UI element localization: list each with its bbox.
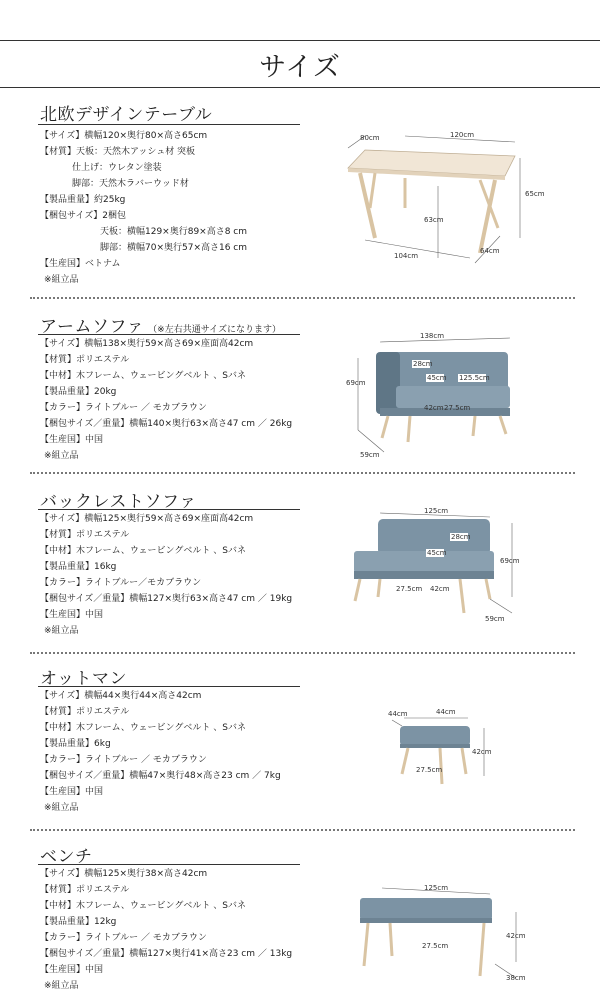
spec-list	[40, 866, 292, 994]
bench-leg	[480, 923, 484, 976]
page-header	[0, 40, 600, 88]
spec-filling: 【中材】木フレーム、ウェービングベルト 、Sバネ	[40, 371, 246, 381]
spec-assembly-note: ※組立品	[44, 626, 79, 636]
dim-label: 63cm	[424, 216, 444, 224]
ottoman-leg	[462, 748, 466, 774]
sofa-leg	[473, 416, 475, 436]
dim-label: 45cm	[427, 374, 447, 382]
dim-label: 80cm	[360, 134, 380, 142]
spec-assembly-note: ※組立品	[44, 451, 79, 461]
spec-color: 【カラー】ライトブルー ／ モカブラウン	[40, 755, 207, 765]
spec-weight: 【製品重量】約25kg	[40, 195, 126, 205]
dim-label: 44cm	[436, 708, 456, 716]
spec-weight: 【製品重量】6kg	[40, 739, 111, 749]
section-title: アームソファ （※左右共通サイズになります）	[40, 317, 281, 337]
dim-label: 138cm	[420, 332, 445, 340]
spec-assembly-note: ※組立品	[44, 981, 79, 991]
spec-assembly-note: ※組立品	[44, 275, 79, 285]
arm-sofa-figure	[340, 330, 530, 460]
section-divider	[30, 472, 575, 474]
bench-figure	[350, 882, 530, 992]
dim-label: 65cm	[525, 190, 545, 198]
sofa-leg	[408, 416, 410, 442]
dim-label: 59cm	[485, 615, 505, 623]
spec-filling: 【中材】木フレーム、ウェービングベルト 、Sバネ	[40, 901, 246, 911]
spec-package: 【梱包サイズ／重量】横幅140×奥行63×高さ47 cm ／ 26kg	[40, 419, 293, 429]
dim-label: 120cm	[450, 131, 475, 139]
dim-label: 42cm	[472, 748, 492, 756]
dim-label: 64cm	[480, 247, 500, 255]
dim-label: 42cm	[430, 585, 450, 593]
section-nordic-table	[0, 100, 600, 300]
table-leg	[370, 173, 375, 208]
section-arm-sofa	[0, 312, 600, 478]
section-divider	[30, 297, 575, 299]
spec-color: 【カラー】ライトブルー／モカブラウン	[40, 578, 202, 588]
spec-origin: 【生産国】中国	[40, 435, 104, 445]
dim-label: 69cm	[346, 379, 366, 387]
dim-label: 59cm	[360, 451, 380, 459]
dim-label: 28cm	[451, 533, 471, 541]
spec-weight: 【製品重量】12kg	[40, 917, 117, 927]
spec-size: 【サイズ】横幅125×奥行59×高さ69×座面高42cm	[40, 514, 254, 524]
section-rule	[38, 124, 300, 125]
sofa-leg	[486, 579, 490, 599]
dim-line	[490, 599, 512, 613]
section-ottoman	[0, 664, 600, 830]
spec-package-top: 天板：横幅129×奥行89×高さ8 cm	[100, 227, 248, 237]
spec-package: 【梱包サイズ／重量】横幅47×奥行48×高さ23 cm ／ 7kg	[40, 771, 281, 781]
ottoman-base	[400, 744, 470, 748]
spec-origin: 【生産国】中国	[40, 610, 104, 620]
spec-color: 【カラー】ライトブルー ／ モカブラウン	[40, 933, 207, 943]
sofa-leg	[355, 579, 360, 601]
spec-list	[40, 336, 292, 464]
dim-label: 27.5cm	[422, 942, 449, 950]
dim-label: 42cm	[424, 404, 444, 412]
spec-size: 【サイズ】横幅138×奥行59×高さ69×座面高42cm	[40, 339, 254, 349]
dim-label: 42cm	[506, 932, 526, 940]
dim-label: 125.5cm	[459, 374, 490, 382]
spec-material: 【材質】天板：天然木アッシュ材 突板	[40, 147, 196, 157]
section-title: 北欧デザインテーブル	[40, 105, 213, 125]
dim-label: 27.5cm	[396, 585, 423, 593]
dim-label: 69cm	[500, 557, 520, 565]
section-divider	[30, 829, 575, 831]
sofa-leg	[382, 416, 388, 438]
section-rule	[38, 509, 300, 510]
spec-size: 【サイズ】横幅44×奥行44×高さ42cm	[40, 691, 202, 701]
table-figure	[320, 128, 570, 288]
spec-color: 【カラー】ライトブルー ／ モカブラウン	[40, 403, 207, 413]
spec-weight: 【製品重量】20kg	[40, 387, 117, 397]
sofa-leg	[460, 579, 464, 613]
dim-label: 125cm	[424, 507, 449, 515]
spec-size: 【サイズ】横幅120×奥行80×高さ65cm	[40, 131, 208, 141]
spec-origin: 【生産国】ベトナム	[40, 259, 121, 269]
spec-finish: 仕上げ：ウレタン塗装	[72, 163, 162, 173]
spec-size: 【サイズ】横幅125×奥行38×高さ42cm	[40, 869, 208, 879]
section-rule	[38, 864, 300, 865]
dim-label: 27.5cm	[444, 404, 471, 412]
spec-list	[40, 511, 292, 639]
backrest-sofa-figure	[340, 505, 535, 635]
dim-line	[358, 430, 384, 452]
dim-line	[392, 720, 402, 726]
spec-material: 【材質】ポリエステル	[40, 885, 130, 895]
section-backrest-sofa	[0, 487, 600, 653]
spec-list	[40, 688, 281, 816]
sofa-base	[354, 571, 494, 579]
dim-label: 44cm	[388, 710, 408, 718]
spec-material: 【材質】ポリエステル	[40, 355, 130, 365]
spec-origin: 【生産国】中国	[40, 787, 104, 797]
section-rule	[38, 686, 300, 687]
section-bench	[0, 842, 600, 1007]
section-divider	[30, 652, 575, 654]
dim-label: 38cm	[506, 974, 526, 982]
bench-base	[360, 918, 492, 923]
bench-cushion	[360, 898, 492, 920]
spec-package: 【梱包サイズ】2梱包	[40, 211, 127, 221]
spec-package: 【梱包サイズ／重量】横幅127×奥行41×高さ23 cm ／ 13kg	[40, 949, 293, 959]
dim-label: 28cm	[413, 360, 433, 368]
sofa-leg	[378, 579, 380, 597]
section-title: オットマン	[40, 669, 127, 689]
spec-list	[40, 128, 247, 288]
section-title: ベンチ	[40, 847, 93, 867]
spec-origin: 【生産国】中国	[40, 965, 104, 975]
sofa-leg	[500, 416, 506, 434]
ottoman-leg	[402, 748, 408, 774]
spec-legs: 脚部：天然木ラバーウッド材	[72, 179, 189, 189]
spec-material: 【材質】ポリエステル	[40, 530, 130, 540]
spec-package-legs: 脚部：横幅70×奥行57×高さ16 cm	[100, 243, 248, 253]
spec-filling: 【中材】木フレーム、ウェービングベルト 、Sバネ	[40, 546, 246, 556]
dim-line	[380, 338, 510, 342]
spec-assembly-note: ※組立品	[44, 803, 79, 813]
spec-material: 【材質】ポリエステル	[40, 707, 130, 717]
bench-leg	[364, 923, 368, 966]
section-title: バックレストソファ	[40, 492, 197, 512]
section-rule	[38, 334, 300, 335]
page-title: サイズ	[259, 52, 341, 83]
dim-label: 27.5cm	[416, 766, 443, 774]
dim-label: 125cm	[424, 884, 449, 892]
spec-weight: 【製品重量】16kg	[40, 562, 117, 572]
ottoman-cushion	[400, 726, 470, 746]
ottoman-figure	[380, 704, 510, 804]
bench-leg	[390, 923, 392, 956]
spec-package: 【梱包サイズ／重量】横幅127×奥行63×高さ47 cm ／ 19kg	[40, 594, 293, 604]
sofa-seat	[354, 551, 494, 573]
spec-filling: 【中材】木フレーム、ウェービングベルト 、Sバネ	[40, 723, 246, 733]
dim-label: 45cm	[427, 549, 447, 557]
dim-label: 104cm	[394, 252, 419, 260]
